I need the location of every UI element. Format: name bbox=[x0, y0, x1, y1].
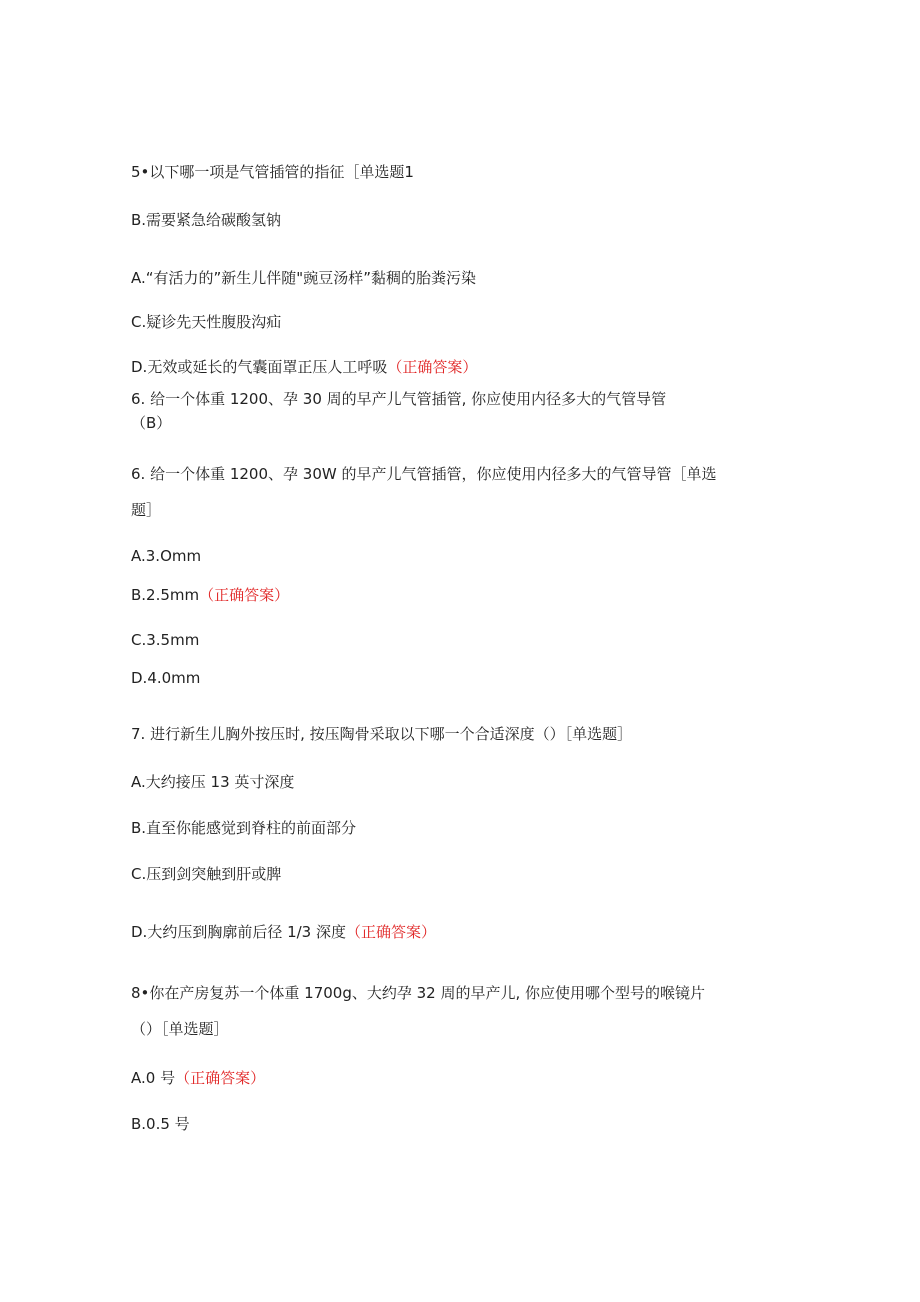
q8-option-b: B.0.5 号 bbox=[131, 1115, 190, 1133]
q7-option-d: D.大约压到胸廓前后径 1/3 深度（正确答案） bbox=[131, 923, 437, 941]
q6-summary: 6. 给一个体重 1200、孕 30 周的早产儿气管插管, 你应使用内径多大的气管导管 bbox=[131, 390, 667, 408]
q6-stem: 6. 给一个体重 1200、孕 30W 的早产儿气管插管，你应使用内径多大的气管导管［单选 bbox=[131, 465, 717, 483]
q7-option-c: C.压到剑突触到肝或脾 bbox=[131, 865, 282, 883]
correct-answer-tag: （正确答案） bbox=[387, 358, 478, 376]
q5-option-d: D.无效或延长的气囊面罩正压人工呼吸（正确答案） bbox=[131, 358, 478, 376]
q8-stem: 8•你在产房复苏一个体重 1700g、大约孕 32 周的早产儿, 你应使用哪个型号的喉镜片 bbox=[131, 984, 706, 1002]
q7-stem: 7. 进行新生儿胸外按压时, 按压陶骨采取以下哪一个合适深度（）［单选题］ bbox=[131, 725, 633, 743]
q8-option-a: A.0 号（正确答案） bbox=[131, 1069, 266, 1087]
correct-answer-tag: （正确答案） bbox=[199, 586, 290, 604]
q5-option-a: A.“有活力的”新生儿伴随"豌豆汤样”黏稠的胎粪污染 bbox=[131, 269, 476, 287]
q6-option-a: A.3.Omm bbox=[131, 547, 202, 565]
q6-summary-answer: （B） bbox=[131, 414, 172, 432]
q7-option-b: B.直至你能感觉到脊柱的前面部分 bbox=[131, 819, 357, 837]
q7-option-a: A.大约接压 13 英寸深度 bbox=[131, 773, 295, 791]
q5-option-b: B.需要紧急给碳酸氢钠 bbox=[131, 211, 282, 229]
q6-option-b: B.2.5mm（正确答案） bbox=[131, 586, 290, 604]
q6-stem-cont: 题］ bbox=[131, 501, 162, 519]
q8-stem-cont: （）［单选题］ bbox=[131, 1020, 229, 1038]
q5-option-c: C.疑诊先天性腹股沟疝 bbox=[131, 313, 282, 331]
correct-answer-tag: （正确答案） bbox=[175, 1069, 266, 1087]
correct-answer-tag: （正确答案） bbox=[346, 923, 437, 941]
q5-stem: 5•以下哪一项是气管插管的指征［单选题1 bbox=[131, 163, 414, 181]
q6-option-c: C.3.5mm bbox=[131, 631, 200, 649]
q6-option-d: D.4.0mm bbox=[131, 669, 201, 687]
